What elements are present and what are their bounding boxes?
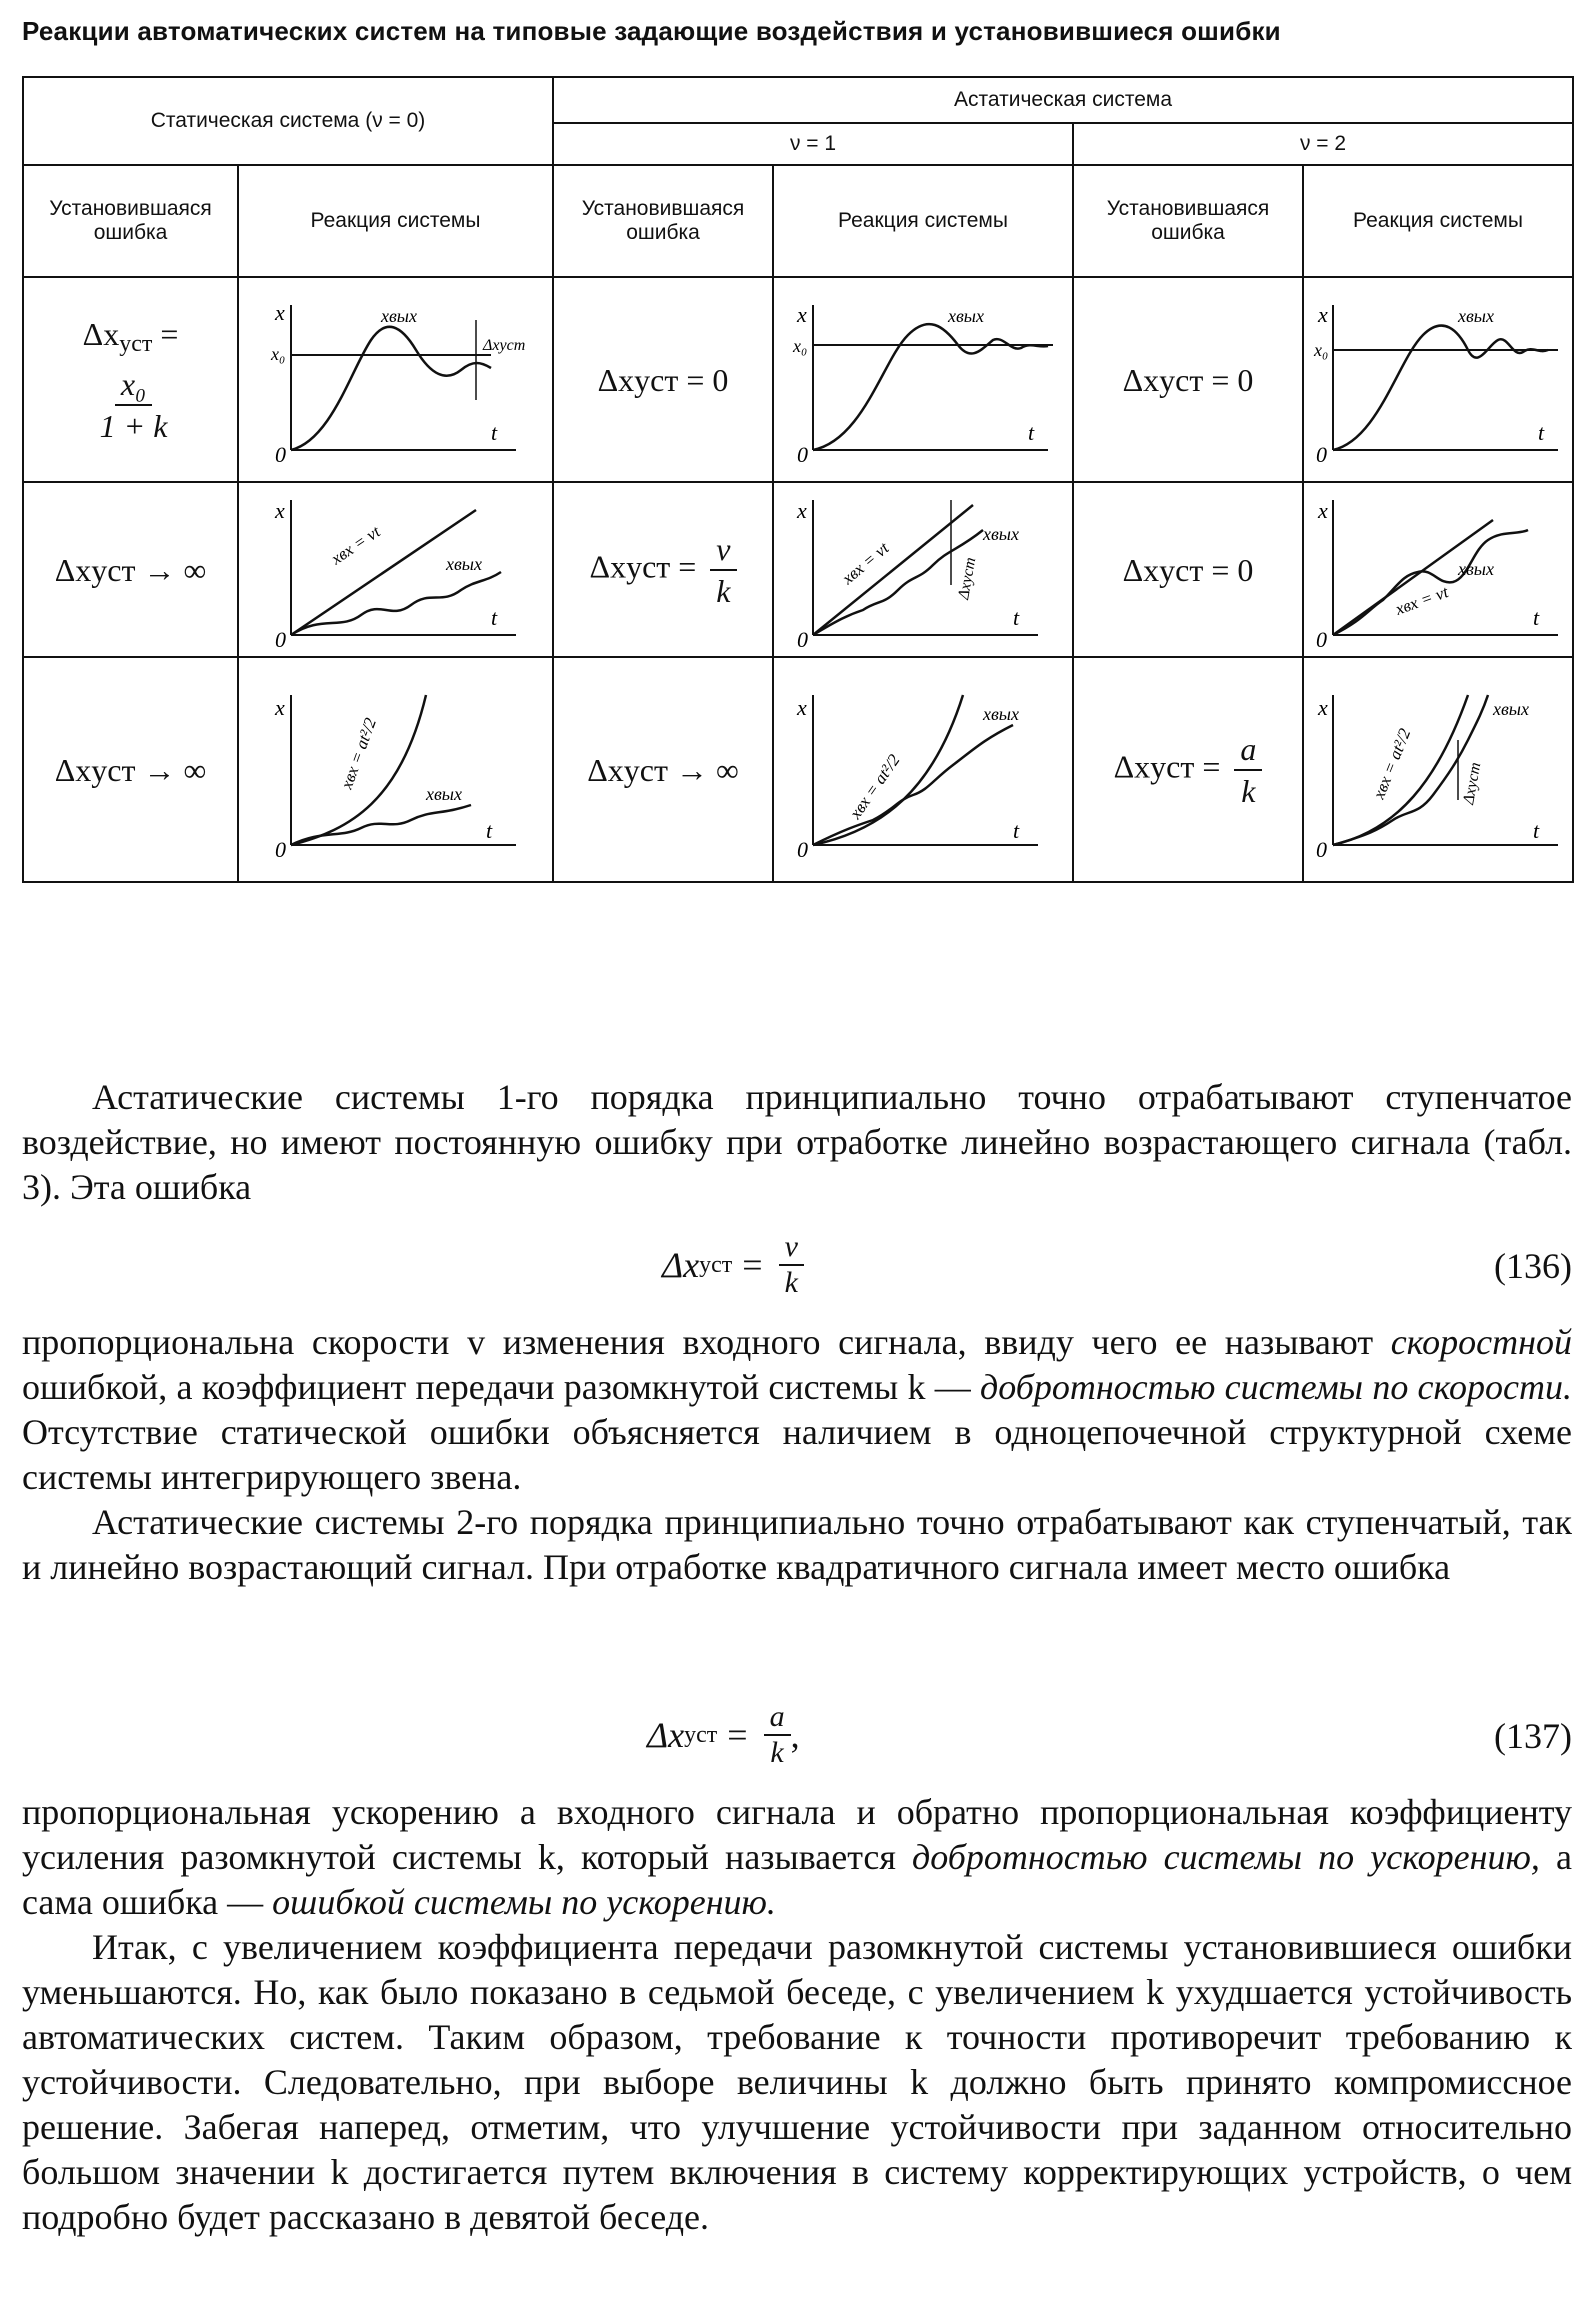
dx-label: Δxуст <box>482 336 525 354</box>
nu1-ramp-error: Δxуст = $\frac{v}{k}$ <box>553 482 773 657</box>
axis-t-label: t <box>485 817 492 843</box>
nu1-header: ν = 1 <box>553 123 1073 165</box>
axis-x-label: x <box>1318 301 1328 327</box>
dx-label: Δxуст <box>1460 760 1485 806</box>
x0-label: x₀ <box>270 343 285 364</box>
xout-label: xвых <box>380 305 417 326</box>
nu1-step-plot <box>773 277 1073 482</box>
axis-x-label: x <box>1318 694 1328 720</box>
xout-label: xвых <box>445 553 482 574</box>
reaction-table <box>22 76 1574 883</box>
axis-t-label: t <box>1028 419 1035 445</box>
origin-label: 0 <box>274 836 286 860</box>
static-error-col-header: Установившаяся ошибка <box>23 165 238 277</box>
axis-t-label: t <box>1533 817 1540 843</box>
static-ramp-error: Δxуст → ∞ <box>23 482 238 657</box>
nu2-quad-plot <box>1303 657 1573 882</box>
origin-label: 0 <box>1316 626 1328 650</box>
static-quad-error: Δxуст → ∞ <box>23 657 238 882</box>
equation-136-number: (136) <box>1494 1246 1572 1286</box>
nu1-quad-plot <box>773 657 1073 882</box>
xin-ramp-label: xвх = vt <box>327 521 384 568</box>
nu2-step-error: Δxуст = 0 <box>1073 277 1303 482</box>
table-title: Реакции автоматических систем на типовые задающие воздействия и установившиеся ошибки <box>22 16 1281 46</box>
axis-x-label: x <box>1318 497 1328 523</box>
nu1-ramp-plot <box>773 482 1073 657</box>
xout-label: xвых <box>1458 305 1494 326</box>
nu2-ramp-plot <box>1303 482 1573 657</box>
dx-label: Δxуст <box>955 555 980 601</box>
xout-label: xвых <box>983 703 1019 724</box>
origin-label: 0 <box>274 626 286 650</box>
astatic-system-header: Астатическая система <box>553 77 1573 123</box>
axis-x-label: x <box>797 694 807 720</box>
xout-label: xвых <box>983 523 1019 544</box>
static-step-error: $\Delta x_{уст}$ = $\frac{\text{x₀}}{1 + k}$ <box>23 277 238 482</box>
axis-x-label: x <box>797 301 807 327</box>
origin-label: 0 <box>1316 441 1328 467</box>
paragraph-3: Астатические системы 2-го порядка принципиально точно отрабатывают как ступенчатый, так и линейно возрастающий сигнал. При отработке квадратичного сигнала имеет место ошибка <box>22 1502 1572 1587</box>
axis-t-label: t <box>490 419 497 445</box>
nu2-ramp-error: Δxуст = 0 <box>1073 482 1303 657</box>
axis-t-label: t <box>490 604 497 630</box>
origin-label: 0 <box>797 626 808 650</box>
axis-t-label: t <box>1013 817 1020 843</box>
axis-t-label: t <box>1533 604 1540 630</box>
nu1-reaction-col-header: Реакция системы <box>773 165 1073 277</box>
xout-label: xвых <box>948 305 984 326</box>
static-ramp-plot <box>238 482 553 657</box>
axis-x-label: x <box>274 299 285 325</box>
static-system-header: Статическая система (ν = 0) <box>23 77 553 165</box>
origin-label: 0 <box>1316 836 1328 860</box>
x0-label: x₀ <box>1314 339 1329 360</box>
nu2-step-plot <box>1303 277 1573 482</box>
origin-label: 0 <box>797 441 808 467</box>
equation-137: Δx уст = $\frac{a}{k}$ , (137) <box>647 1700 1572 1769</box>
paragraph-4: пропорциональная ускорению a входного сигнала и обратно пропорциональная коэффициенту усиления разомкнутой системы k, который называется добротностью системы по ускорению, а сама ошибка — ошибкой системы по ускорению. <box>22 1792 1572 1922</box>
nu2-reaction-col-header: Реакция системы <box>1303 165 1573 277</box>
axis-x-label: x <box>274 694 285 720</box>
static-step-plot <box>238 277 553 482</box>
nu1-step-error: Δxуст = 0 <box>553 277 773 482</box>
nu1-error-col-header: Установившаяся ошибка <box>553 165 773 277</box>
axis-t-label: t <box>1538 419 1545 445</box>
static-quad-plot <box>238 657 553 882</box>
nu1-quad-error: Δxуст → ∞ <box>553 657 773 882</box>
xin-quad-label: xвх = at²/2 <box>845 750 904 822</box>
xout-label: xвых <box>1493 698 1529 719</box>
xin-ramp-label: xвх = vt <box>1392 581 1451 619</box>
nu2-header: ν = 2 <box>1073 123 1573 165</box>
nu2-quad-error: Δxуст = $\frac{a}{k}$ <box>1073 657 1303 882</box>
origin-label: 0 <box>274 441 286 467</box>
xin-quad-label: xвх = at²/2 <box>1369 725 1415 801</box>
xout-label: xвых <box>425 783 462 804</box>
origin-label: 0 <box>797 836 808 860</box>
paragraph-5: Итак, с увеличением коэффициента передачи разомкнутой системы установившиеся ошибки уменьшаются. Но, как было показано в седьмой беседе, с увеличением k ухудшается устойчивость автоматических систем. Таким образом, требование к точности противоречит требованию к устойчивости. Следовательно, при выборе величины k должно быть принято компромиссное решение. Забегая наперед, отметим, что улучшение устойчивости при заданном относительно большом значении k достигается путем включения в систему корректирующих устройств, о чем подробно будет рассказано в девятой беседе. <box>22 1927 1572 2237</box>
axis-t-label: t <box>1013 604 1020 630</box>
paragraph-1: Астатические системы 1-го порядка принципиально точно отрабатывают ступенчатое воздействие, но имеют постоянную ошибку при отработке линейно возрастающего сигнала (табл. 3). Эта ошибка <box>22 1077 1572 1207</box>
axis-x-label: x <box>274 497 285 523</box>
x0-label: x₀ <box>793 335 808 356</box>
xin-quad-label: xвх = at²/2 <box>336 714 380 791</box>
paragraph-2: пропорциональна скорости v изменения входного сигнала, ввиду чего ее называют скоростной ошибкой, а коэффициент передачи разомкнутой системы k — добротностью системы по скорости. Отсутствие статической ошибки объясняется наличием в одноцепочечной структурной схеме системы интегрирующего звена. <box>22 1322 1572 1497</box>
axis-x-label: x <box>797 497 807 523</box>
static-reaction-col-header: Реакция системы <box>238 165 553 277</box>
equation-137-number: (137) <box>1494 1716 1572 1756</box>
xin-ramp-label: xвх = vt <box>838 537 893 588</box>
nu2-error-col-header: Установившаяся ошибка <box>1073 165 1303 277</box>
equation-136: Δx уст = $\frac{v}{k}$ (136) <box>662 1230 1572 1299</box>
xout-label: xвых <box>1458 558 1494 579</box>
